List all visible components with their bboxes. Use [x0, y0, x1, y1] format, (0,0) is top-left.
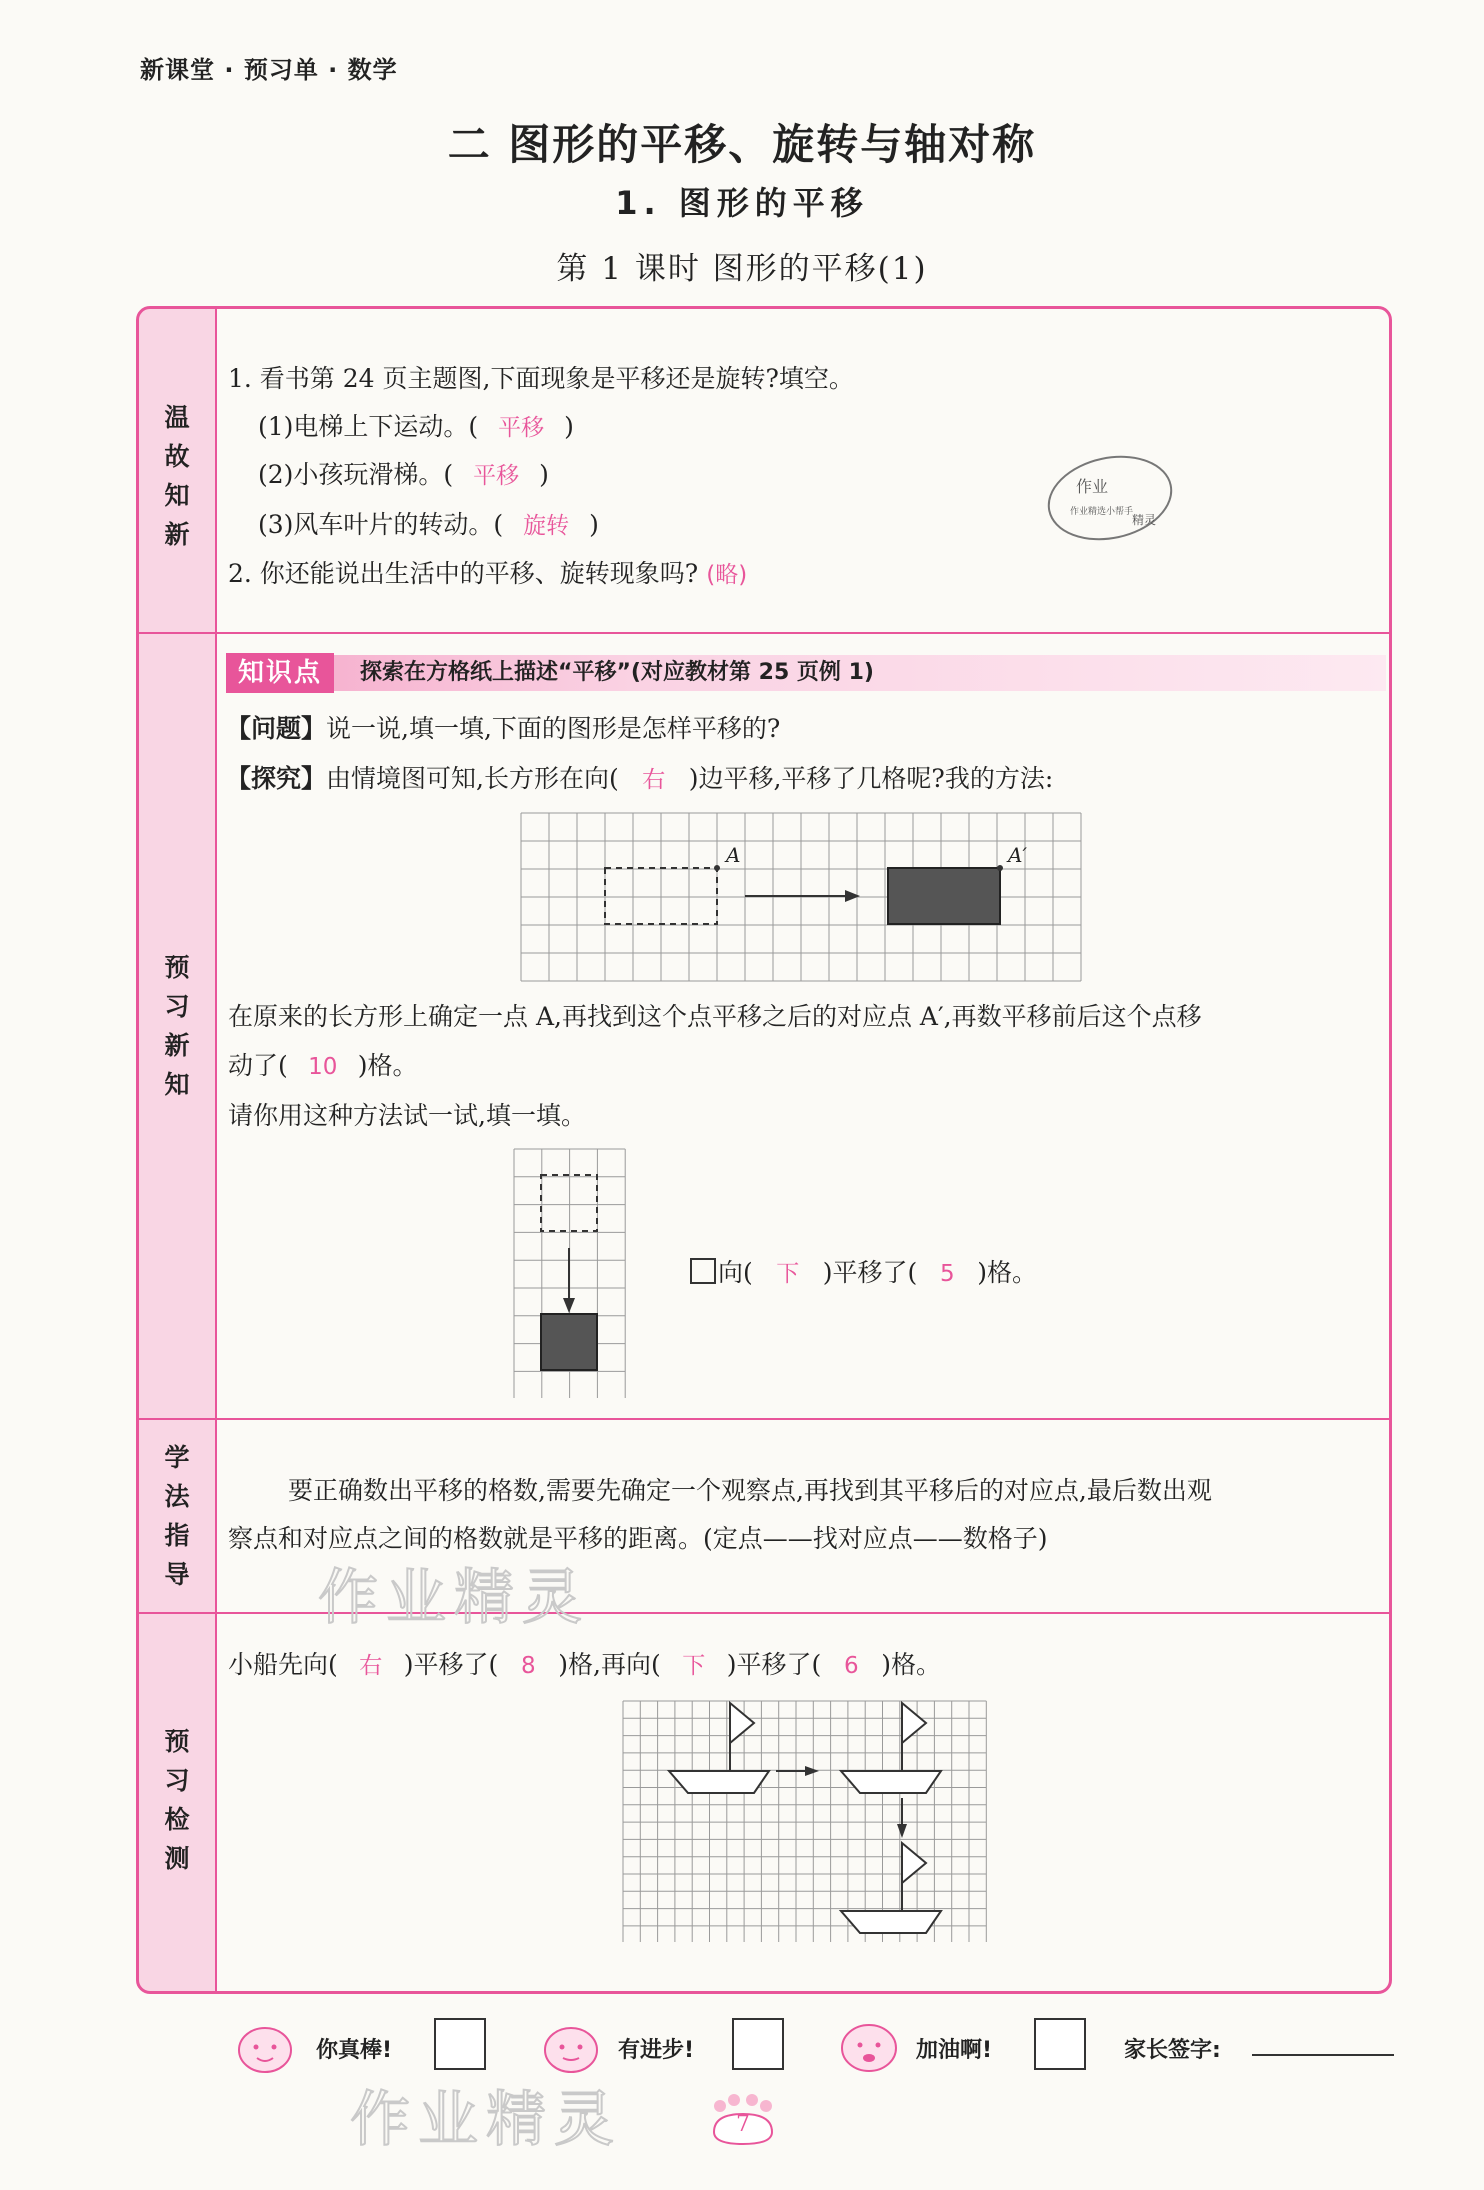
explore-line: 【探究】由情境图可知,长方形在向( 右 )边平移,平移了几格呢?我的方法:	[226, 762, 1053, 797]
boat-right-arrowhead	[805, 1766, 819, 1776]
boat-original	[669, 1703, 769, 1793]
praise-progress: 有进步!	[618, 2038, 695, 2063]
parent-signature-line[interactable]	[1252, 2054, 1394, 2056]
try-line: 请你用这种方法试一试,填一填。	[228, 1101, 586, 1130]
parent-signature-label: 家长签字:	[1124, 2038, 1221, 2063]
answer-square-squares: 5	[939, 1261, 955, 1287]
section-title: 1. 图形的平移	[615, 184, 869, 222]
praise-cheer: 加油啊!	[916, 2038, 993, 2063]
answer-q1a: 平移	[498, 415, 545, 441]
translated-square	[541, 1314, 597, 1370]
review-q1: 1. 看书第 24 页主题图,下面现象是平移还是旋转?填空。	[228, 364, 854, 393]
label-preview-new: 预 习 新 知	[164, 953, 190, 1099]
point-a-prime	[997, 865, 1003, 871]
answer-q2: (略)	[706, 562, 748, 588]
answer-square-direction: 下	[776, 1261, 800, 1287]
label-a: A	[726, 843, 741, 867]
stamp-text-3: 精灵	[1132, 513, 1157, 527]
praise-great: 你真棒!	[316, 2038, 393, 2063]
review-q1b: (2)小孩玩滑梯。( 平移 )	[258, 458, 549, 493]
lesson-title: 第 1 课时 图形的平移(1)	[556, 251, 928, 287]
unit-title: 二 图形的平移、旋转与轴对称	[447, 120, 1037, 169]
grid-rectangle-translation	[520, 812, 1090, 982]
knowledge-point-tag: 知识点	[226, 653, 334, 693]
boat-after-right	[841, 1703, 941, 1793]
label-a-prime: A′	[1008, 843, 1027, 867]
label-method: 学 法 指 导	[164, 1443, 190, 1589]
answer-q1b: 平移	[473, 463, 520, 489]
question-line: 【问题】说一说,填一填,下面的图形是怎样平移的?	[226, 714, 781, 743]
face-icon-1	[230, 2020, 300, 2076]
original-square-dashed	[541, 1175, 597, 1231]
method-line-1: 在原来的长方形上确定一点 A,再找到这个点平移之后的对应点 A′,再数平移前后这个点移	[228, 1002, 1202, 1031]
page-number: 7	[736, 2112, 750, 2137]
homework-stamp	[1040, 448, 1180, 548]
square-fill-line: 向( 下 )平移了( 5 )格。	[690, 1256, 1037, 1291]
checkbox-progress[interactable]	[732, 2018, 784, 2070]
checkbox-cheer[interactable]	[1034, 2018, 1086, 2070]
watermark-bottom: 作业精灵	[350, 2085, 622, 2155]
answer-boat-dir2: 下	[682, 1653, 706, 1679]
label-review: 温 故 知 新	[164, 403, 190, 549]
face-icon-3	[832, 2016, 906, 2076]
translation-arrowhead	[845, 890, 860, 902]
point-a	[714, 865, 720, 871]
answer-explore-direction: 右	[642, 767, 666, 793]
method-guide-line-2: 察点和对应点之间的格数就是平移的距离。(定点——找对应点——数格子)	[228, 1524, 1048, 1553]
square-symbol	[690, 1258, 716, 1284]
review-q1c: (3)风车叶片的转动。( 旋转 )	[258, 508, 599, 543]
review-q2: 2. 你还能说出生活中的平移、旋转现象吗? (略)	[228, 557, 747, 592]
answer-q1c: 旋转	[523, 513, 570, 539]
checkbox-great[interactable]	[434, 2018, 486, 2070]
method-line-2: 动了( 10 )格。	[228, 1049, 418, 1084]
watermark-middle: 作业精灵	[318, 1563, 590, 1633]
series-header: 新课堂 · 预习单 · 数学	[140, 56, 398, 84]
divider-review	[139, 632, 1389, 634]
answer-boat-dir1: 右	[359, 1653, 383, 1679]
knowledge-point-title: 探索在方格纸上描述“平移”(对应教材第 25 页例 1)	[360, 660, 874, 685]
review-q1a: (1)电梯上下运动。( 平移 )	[258, 410, 574, 445]
stamp-text-2: 作业精选小帮手	[1070, 507, 1134, 517]
answer-boat-num1: 8	[520, 1653, 536, 1679]
grid-square-translation	[513, 1148, 629, 1398]
answer-method-squares: 10	[308, 1054, 338, 1080]
boat-down-arrowhead	[897, 1824, 907, 1838]
boat-question: 小船先向( 右 )平移了( 8 )格,再向( 下 )平移了( 6 )格。	[228, 1648, 941, 1683]
face-icon-2	[536, 2020, 606, 2076]
label-check: 预 习 检 测	[164, 1727, 190, 1873]
answer-boat-num2: 6	[843, 1653, 859, 1679]
stamp-text-1: 作业	[1076, 477, 1109, 496]
grid-boat-translation	[622, 1700, 990, 1942]
down-arrowhead	[563, 1298, 575, 1313]
translated-rectangle	[888, 868, 1000, 924]
divider-preview	[139, 1418, 1389, 1420]
method-guide-line-1: 要正确数出平移的格数,需要先确定一个观察点,再找到其平移后的对应点,最后数出观	[288, 1476, 1212, 1505]
